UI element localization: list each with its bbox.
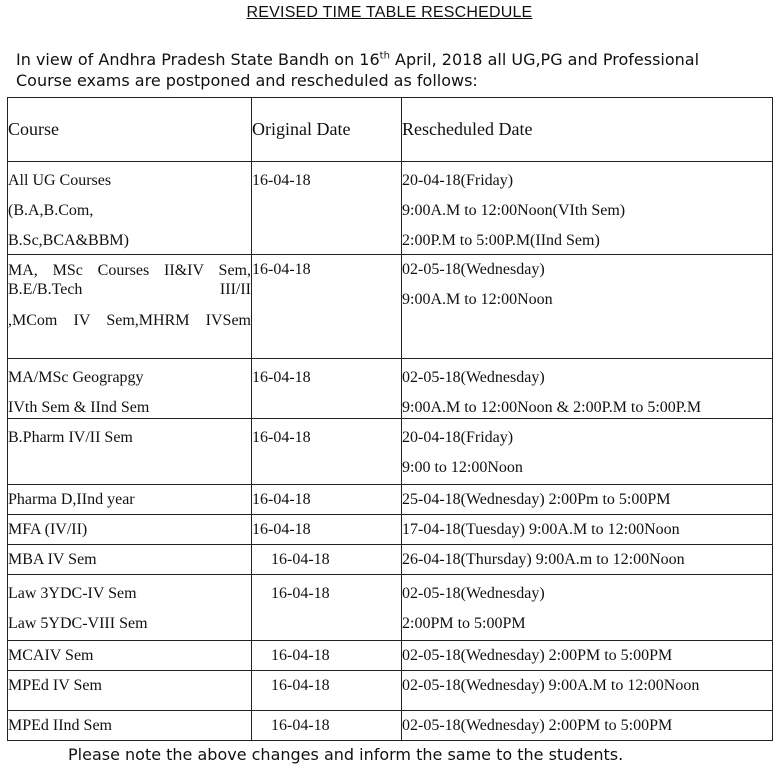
rescheduled-date-cell bbox=[402, 515, 773, 545]
rescheduled-line: 9:00A.M to 12:00Noon bbox=[402, 291, 553, 308]
course-line: Law 3YDC-IV Sem bbox=[8, 585, 137, 602]
original-date-cell: 16-04-18 bbox=[252, 255, 402, 359]
rescheduled-date-cell bbox=[402, 711, 773, 741]
original-date-cell: 16-04-18 bbox=[252, 359, 402, 419]
original-date-cell: 16-04-18 bbox=[252, 419, 402, 485]
rescheduled-line: 25-04-18(Wednesday) 2:00Pm to 5:00PM bbox=[402, 491, 671, 508]
table-row bbox=[8, 545, 773, 575]
rescheduled-date-cell bbox=[402, 575, 773, 641]
course-line: MPEd IInd Sem bbox=[8, 717, 112, 734]
intro-text-end: April, 2018 all UG,PG and Professional Course exams are postponed and rescheduled as follows: bbox=[16, 50, 700, 90]
course-line: B.Sc,BCA&BBM) bbox=[8, 232, 129, 249]
table-row bbox=[8, 515, 773, 545]
intro-superscript: th bbox=[379, 50, 390, 62]
course-line: MA/MSc Geograpgy bbox=[8, 369, 144, 386]
table-row bbox=[8, 711, 773, 741]
course-cell bbox=[8, 711, 252, 741]
reschedule-table bbox=[7, 97, 773, 741]
rescheduled-date-cell bbox=[402, 671, 773, 711]
rescheduled-date-cell bbox=[402, 419, 773, 485]
original-date-cell: 16-04-18 bbox=[252, 485, 402, 515]
footer-note: Please note the above changes and inform the same to the students. bbox=[68, 745, 624, 764]
original-date-cell: 16-04-18 bbox=[252, 711, 402, 741]
header-course: Course bbox=[8, 98, 252, 162]
rescheduled-line: 26-04-18(Thursday) 9:00A.m to 12:00Noon bbox=[402, 551, 685, 568]
original-date-cell: 16-04-18 bbox=[252, 575, 402, 641]
rescheduled-date-cell bbox=[402, 485, 773, 515]
table-header-row bbox=[8, 98, 773, 162]
rescheduled-line: 02-05-18(Wednesday) 9:00A.M to 12:00Noon bbox=[402, 677, 700, 694]
original-date-cell: 16-04-18 bbox=[252, 671, 402, 711]
table-row bbox=[8, 641, 773, 671]
rescheduled-line: 9:00A.M to 12:00Noon & 2:00P.M to 5:00P.M bbox=[402, 399, 702, 416]
intro-text-start: In view of Andhra Pradesh State Bandh on 16 bbox=[16, 50, 380, 69]
course-line: MCAIV Sem bbox=[8, 647, 94, 664]
rescheduled-line: 2:00PM to 5:00PM bbox=[402, 615, 526, 632]
page-title: REVISED TIME TABLE RESCHEDULE bbox=[246, 4, 533, 21]
course-line: Law 5YDC-VIII Sem bbox=[8, 615, 148, 632]
rescheduled-line: 02-05-18(Wednesday) bbox=[402, 261, 545, 278]
header-original-date: Original Date bbox=[252, 98, 402, 162]
original-date-cell: 16-04-18 bbox=[252, 545, 402, 575]
course-line: B.Pharm IV/II Sem bbox=[8, 429, 133, 446]
course-line: MA, MSc Courses II&IV Sem, B.E/B.Tech III/II bbox=[8, 262, 251, 298]
course-line: (B.A,B.Com, bbox=[8, 202, 94, 219]
rescheduled-line: 20-04-18(Friday) bbox=[402, 429, 514, 446]
course-cell bbox=[8, 359, 252, 419]
course-line: ,MCom IV Sem,MHRM IVSem bbox=[8, 312, 251, 329]
rescheduled-date-cell bbox=[402, 255, 773, 359]
table-row bbox=[8, 575, 773, 641]
rescheduled-date-cell bbox=[402, 545, 773, 575]
table-row bbox=[8, 162, 773, 255]
rescheduled-line: 9:00A.M to 12:00Noon(VIth Sem) bbox=[402, 202, 626, 219]
course-cell bbox=[8, 545, 252, 575]
table-row bbox=[8, 485, 773, 515]
rescheduled-line: 02-05-18(Wednesday) bbox=[402, 369, 545, 386]
table-row bbox=[8, 359, 773, 419]
rescheduled-line: 20-04-18(Friday) bbox=[402, 172, 514, 189]
original-date-cell: 16-04-18 bbox=[252, 515, 402, 545]
table-row bbox=[8, 671, 773, 711]
course-cell bbox=[8, 419, 252, 485]
course-cell bbox=[8, 515, 252, 545]
course-cell bbox=[8, 485, 252, 515]
original-date-cell: 16-04-18 bbox=[252, 162, 402, 255]
header-rescheduled-date: Rescheduled Date bbox=[402, 98, 773, 162]
course-line: MFA (IV/II) bbox=[8, 521, 88, 538]
rescheduled-date-cell bbox=[402, 359, 773, 419]
table-row bbox=[8, 419, 773, 485]
course-line: All UG Courses bbox=[8, 172, 112, 189]
rescheduled-line: 02-05-18(Wednesday) 2:00PM to 5:00PM bbox=[402, 717, 673, 734]
rescheduled-line: 02-05-18(Wednesday) bbox=[402, 585, 545, 602]
original-date-cell: 16-04-18 bbox=[252, 641, 402, 671]
rescheduled-line: 17-04-18(Tuesday) 9:00A.M to 12:00Noon bbox=[402, 521, 680, 538]
course-cell bbox=[8, 162, 252, 255]
course-cell bbox=[8, 255, 252, 359]
table-row bbox=[8, 255, 773, 359]
course-cell bbox=[8, 671, 252, 711]
rescheduled-line: 9:00 to 12:00Noon bbox=[402, 459, 523, 476]
course-line: MBA IV Sem bbox=[8, 551, 97, 568]
course-cell bbox=[8, 575, 252, 641]
intro-paragraph bbox=[16, 49, 756, 91]
rescheduled-date-cell bbox=[402, 641, 773, 671]
rescheduled-date-cell bbox=[402, 162, 773, 255]
course-cell bbox=[8, 641, 252, 671]
rescheduled-line: 02-05-18(Wednesday) 2:00PM to 5:00PM bbox=[402, 647, 673, 664]
course-line: IVth Sem & IInd Sem bbox=[8, 399, 150, 416]
course-line: Pharma D,IInd year bbox=[8, 491, 135, 508]
rescheduled-line: 2:00P.M to 5:00P.M(IInd Sem) bbox=[402, 232, 600, 249]
course-line: MPEd IV Sem bbox=[8, 677, 102, 694]
